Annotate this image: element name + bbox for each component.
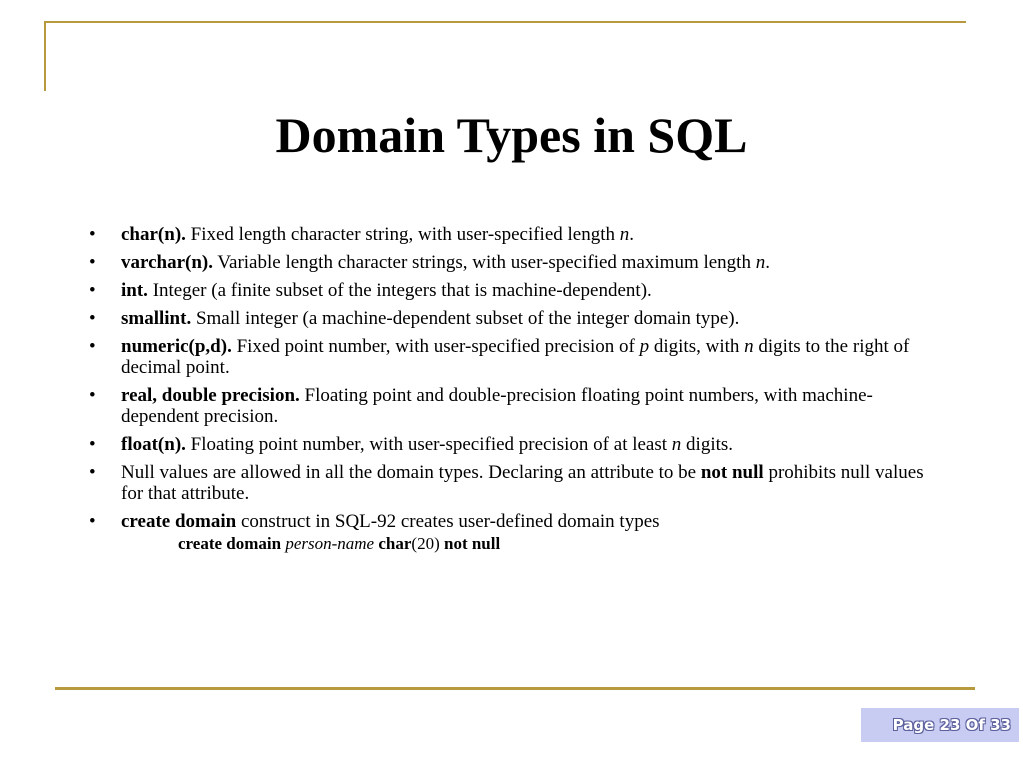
bullet-icon: • <box>89 308 96 329</box>
bottom-rule <box>55 687 975 690</box>
description: Fixed length character string, with user-specified length <box>185 224 620 245</box>
term: numeric(p,d). <box>121 336 232 357</box>
keyword: not null <box>700 462 764 483</box>
term: smallint. <box>121 308 192 329</box>
list-item <box>89 224 949 245</box>
description-end: digits. <box>681 434 734 455</box>
bullet-list <box>89 224 949 561</box>
term: create domain <box>121 511 237 532</box>
bullet-icon: • <box>89 385 96 406</box>
description: Fixed point number, with user-specified precision of <box>231 336 640 357</box>
variable: n <box>671 434 682 455</box>
description: Small integer (a machine-dependent subset of the integer domain type). <box>191 308 740 329</box>
variable: n <box>619 224 630 245</box>
code-example <box>89 533 949 554</box>
term: char(n). <box>121 224 186 245</box>
term: varchar(n). <box>121 252 213 273</box>
variable: n <box>744 336 754 357</box>
description: Null values are allowed in all the domain types. Declaring an attribute to be <box>121 462 701 483</box>
description-mid: digits, with <box>649 336 745 357</box>
page-indicator: Page 23 Of 33 <box>861 708 1019 742</box>
description-end: . <box>765 252 770 273</box>
term: int. <box>121 280 148 301</box>
code-identifier: person-name <box>285 534 375 553</box>
list-item <box>89 308 949 329</box>
description: Floating point and double-precision floating point numbers, with machine-dependent precision. <box>121 385 873 427</box>
bullet-icon: • <box>89 224 96 245</box>
description: Integer (a finite subset of the integers that is machine-dependent). <box>147 280 652 301</box>
description: Floating point number, with user-specified precision of at least <box>185 434 672 455</box>
description-end: digits to the right of decimal point. <box>121 336 910 378</box>
bullet-icon: • <box>89 280 96 301</box>
list-item <box>89 511 949 532</box>
list-item <box>89 385 949 427</box>
list-item <box>89 462 949 504</box>
variable: p <box>639 336 650 357</box>
list-item <box>89 434 949 455</box>
description: construct in SQL-92 creates user-defined domain types <box>236 511 660 532</box>
top-rule <box>44 21 966 23</box>
bullet-icon: • <box>89 462 96 483</box>
description: Variable length character strings, with user-specified maximum length <box>213 252 756 273</box>
slide-title: Domain Types in SQL <box>275 107 748 163</box>
list-item <box>89 336 949 378</box>
variable: n <box>755 252 766 273</box>
list-item <box>89 280 949 301</box>
code-keyword: not null <box>443 534 501 553</box>
bullet-icon: • <box>89 434 96 455</box>
term: float(n). <box>121 434 186 455</box>
list-item <box>89 252 949 273</box>
bullet-icon: • <box>89 336 96 357</box>
bullet-icon: • <box>89 252 96 273</box>
bullet-icon: • <box>89 511 96 532</box>
left-rule <box>44 21 46 91</box>
description-end: prohibits null values for that attribute. <box>121 462 924 504</box>
code-keyword: create domain <box>178 534 282 553</box>
code-argument: (20) <box>411 534 440 553</box>
description-end: . <box>629 224 635 245</box>
term: real, double precision. <box>121 385 300 406</box>
code-keyword: char <box>378 534 412 553</box>
